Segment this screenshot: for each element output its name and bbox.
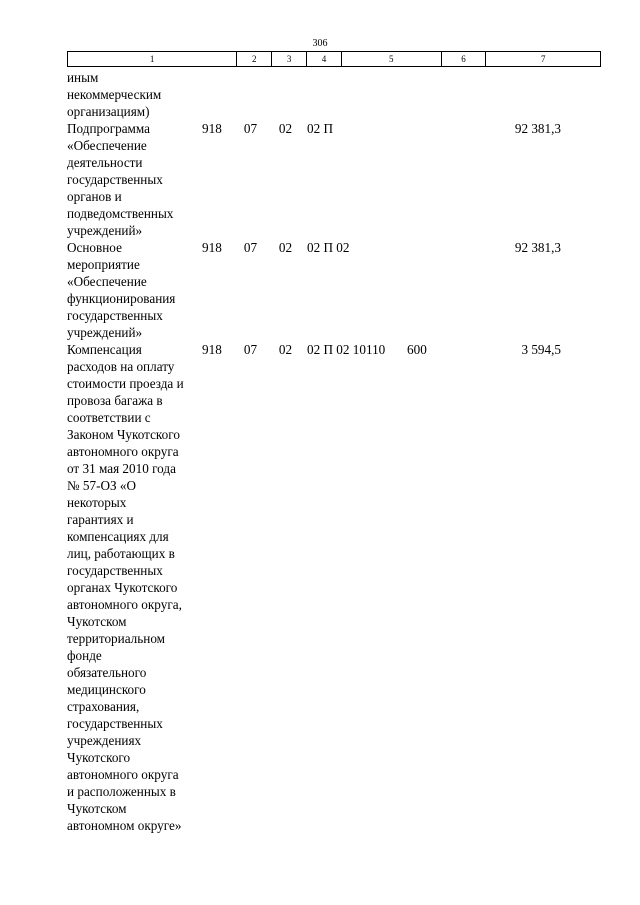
row-expense-type (403, 69, 448, 120)
row-name-line: некоторых (67, 495, 127, 510)
table-row (67, 341, 601, 834)
row-name-line: от 31 мая 2010 года (67, 461, 176, 476)
header-col-2: 2 (237, 52, 272, 66)
row-code: 918 (202, 342, 222, 357)
row-name-line: территориальном (67, 631, 166, 646)
row-name-line: фонде (67, 648, 102, 663)
row-code: 918 (202, 240, 222, 255)
table-row (67, 239, 601, 341)
table-row (67, 120, 601, 239)
row-name-line: медицинского (67, 682, 146, 697)
row-name-line: иным (67, 70, 99, 85)
row-name-line: соответствии с (67, 410, 151, 425)
row-target-article: 02 П (307, 121, 334, 136)
row-name-line: лиц, работающих в (67, 546, 175, 561)
row-name-line: компенсациях для (67, 529, 169, 544)
row-name-line: государственных (67, 172, 163, 187)
row-section: 07 (243, 240, 258, 255)
row-name-line: стоимости проезда и (67, 376, 184, 391)
row-amount: 92 381,3 (514, 121, 561, 136)
row-name-line: функционирования (67, 291, 176, 306)
row-name-line: некоммерческим (67, 87, 162, 102)
row-name-line: автономного округа (67, 444, 179, 459)
row-subsection: 02 (278, 240, 293, 255)
row-expense-type (403, 120, 448, 239)
row-name-line: Чукотском (67, 614, 127, 629)
row-name (67, 69, 198, 120)
row-name-line: Законом Чукотского (67, 427, 180, 442)
row-name-line: гарантиях и (67, 512, 134, 527)
header-col-3: 3 (272, 52, 307, 66)
row-name (67, 341, 198, 834)
row-subsection (268, 69, 303, 120)
row-name-line: деятельности (67, 155, 143, 170)
row-name-line: № 57-ОЗ «О (67, 478, 137, 493)
header-col-5: 5 (342, 52, 442, 66)
row-name-line: мероприятие (67, 257, 140, 272)
row-name (67, 120, 198, 239)
row-amount (448, 69, 561, 120)
page-number: 306 (312, 38, 328, 49)
header-col-1: 1 (68, 52, 237, 66)
row-name-line: органов и (67, 189, 122, 204)
header-col-6: 6 (442, 52, 487, 66)
table-header (67, 51, 601, 67)
row-name-line: Основное (67, 240, 122, 255)
row-name (67, 239, 198, 341)
row-target-article (303, 69, 403, 120)
row-section: 07 (243, 121, 258, 136)
row-name-line: Чукотского (67, 750, 131, 765)
row-amount: 3 594,5 (521, 342, 561, 357)
table-body (67, 69, 601, 834)
row-target-article: 02 П 02 10110 (307, 342, 386, 357)
row-name-line: учреждений» (67, 223, 143, 238)
row-name-line: государственных (67, 563, 163, 578)
row-name-line: «Обеспечение (67, 138, 147, 153)
row-name-line: государственных (67, 308, 163, 323)
row-name-line: и расположенных в (67, 784, 176, 799)
header-col-4: 4 (307, 52, 342, 66)
row-name-line: автономного округа, (67, 597, 182, 612)
row-name-line: расходов на оплату (67, 359, 175, 374)
row-expense-type (403, 239, 448, 341)
row-target-article: 02 П 02 (307, 240, 350, 255)
row-name-line: Подпрограмма (67, 121, 151, 136)
row-expense-type: 600 (407, 342, 427, 357)
row-section: 07 (243, 342, 258, 357)
table-row (67, 69, 601, 120)
row-name-line: Компенсация (67, 342, 142, 357)
row-name-line: организациям) (67, 104, 150, 119)
row-name-line: учреждениях (67, 733, 142, 748)
row-code (198, 69, 233, 120)
row-name-line: автономного округа (67, 767, 179, 782)
row-name-line: провоза багажа в (67, 393, 163, 408)
row-name-line: подведомственных (67, 206, 174, 221)
row-subsection: 02 (278, 121, 293, 136)
row-amount: 92 381,3 (514, 240, 561, 255)
header-col-7: 7 (540, 54, 546, 64)
row-name-line: страхования, (67, 699, 140, 714)
row-name-line: обязательного (67, 665, 147, 680)
row-name-line: «Обеспечение (67, 274, 147, 289)
row-subsection: 02 (278, 342, 293, 357)
row-section (233, 69, 268, 120)
row-name-line: учреждений» (67, 325, 143, 340)
row-code: 918 (202, 121, 222, 136)
row-name-line: государственных (67, 716, 163, 731)
row-name-line: органах Чукотского (67, 580, 178, 595)
row-name-line: автономном округе» (67, 818, 182, 833)
row-name-line: Чукотском (67, 801, 127, 816)
